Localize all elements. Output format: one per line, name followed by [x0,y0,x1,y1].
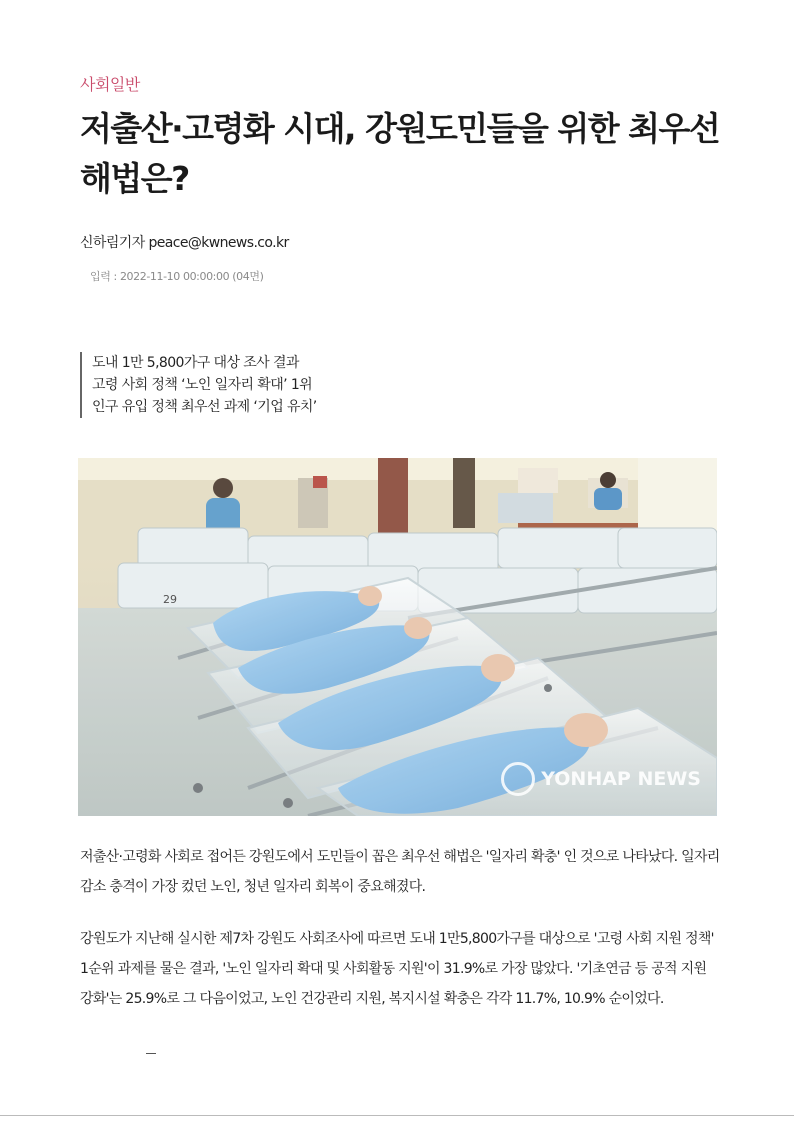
watermark-text: YONHAP NEWS [541,768,701,790]
yonhap-logo-icon [501,762,535,796]
bassinet-number-tag: 29 [163,593,177,606]
page-edge-line [0,1115,794,1116]
article-paragraph: 강원도가 지난해 실시한 제7차 강원도 사회조사에 따르면 도내 1만5,800가구를 대상으로 '고령 사회 지원 정책' 1순위 과제를 물은 결과, '노인 일자리 확대 및 사회활동 지원'이 31.9%로 가장 많았다. '기초연금 등 공적 지원 강화'는 25.9%로 그 다음이었고, 노인 건강관리 지원, 복지시설 확충은 각각 11.7%, 10.9% 순이었다. [80,931,714,1007]
subhead-line: 인구 유입 정책 최우선 과제 ‘기업 유치’ [92,399,317,415]
photo-watermark [501,762,701,796]
dateline: 입력 : 2022-11-10 00:00:00 (04면) [90,270,264,283]
byline: 신하림기자 peace@kwnews.co.kr [80,235,289,251]
scan-mark [146,1053,156,1054]
article-photo [78,458,717,816]
article-paragraph: 저출산·고령화 사회로 접어든 강원도에서 도민들이 꼽은 최우선 해법은 '일자리 확충' 인 것으로 나타났다. 일자리 감소 충격이 가장 컸던 노인, 청년 일자리 회복이 중요해졌다. [80,849,720,895]
article-headline: 저출산·고령화 시대, 강원도민들을 위한 최우선 해법은? [80,109,720,198]
category-label[interactable]: 사회일반 [80,75,140,94]
subhead-line: 고령 사회 정책 ‘노인 일자리 확대’ 1위 [92,377,313,393]
subhead-line: 도내 1만 5,800가구 대상 조사 결과 [92,355,299,371]
subheads [80,352,317,418]
